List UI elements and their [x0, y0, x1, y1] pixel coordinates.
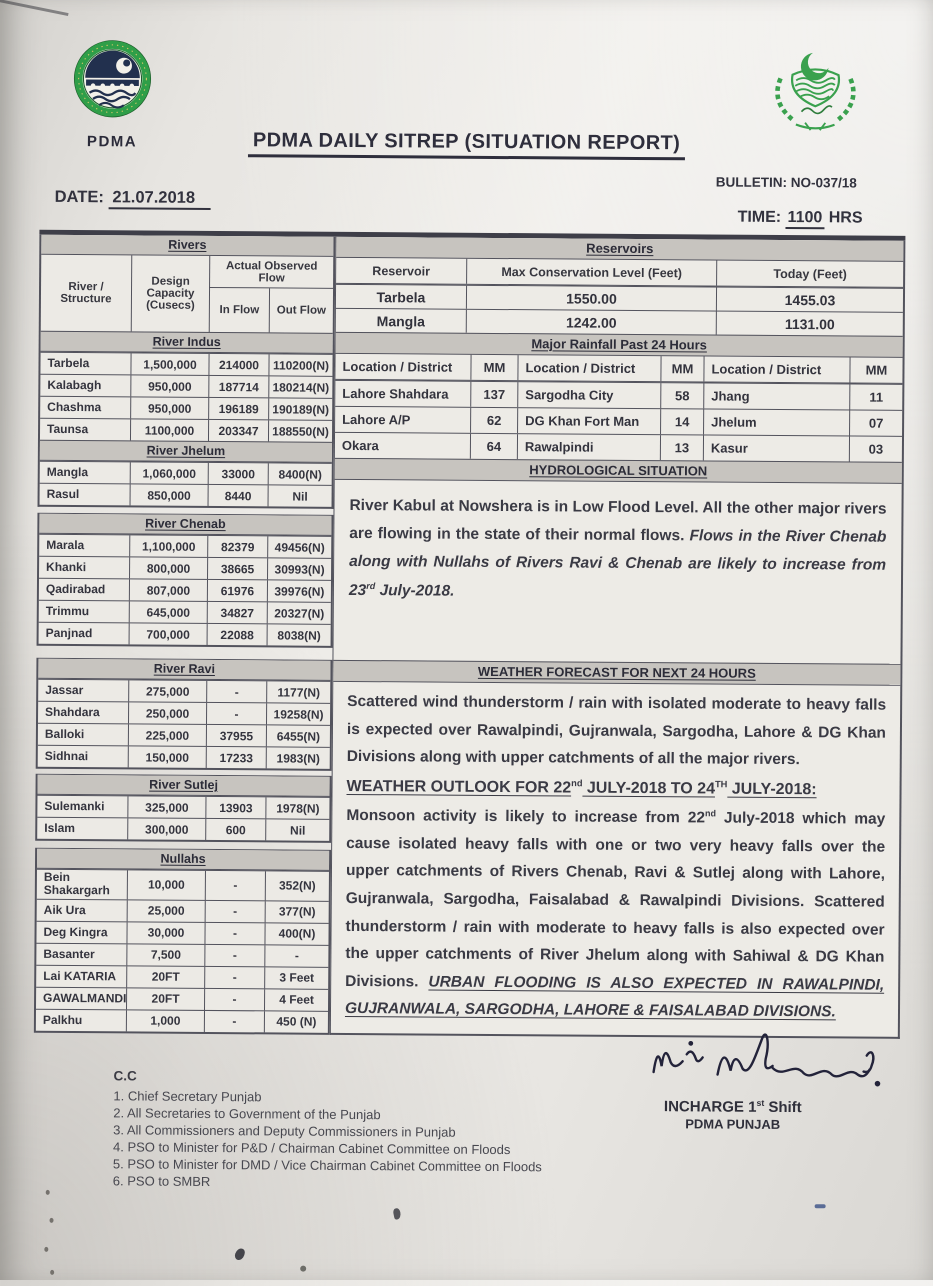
rainfall-row: [335, 406, 902, 436]
river-name-cell: Mangla: [46, 464, 89, 479]
rivers-band: Rivers: [41, 235, 333, 256]
outflow-cell: 49456(N): [267, 536, 331, 557]
river-name-cell: Sulemanki: [44, 798, 105, 814]
table-row: [39, 600, 331, 624]
inflow-cell: 17233: [206, 747, 266, 768]
inflow-cell: -: [205, 901, 265, 922]
cc-items: [113, 1087, 543, 1192]
capacity-cell: 1100,000: [130, 419, 208, 441]
mm-cell: 58: [660, 383, 703, 408]
scan-edge-artifact: [0, 0, 69, 16]
reservoirs-headers: [336, 257, 903, 287]
signatory-title: INCHARGE 1st Shift: [663, 1097, 802, 1117]
scan-speck: [50, 1218, 54, 1223]
outflow-cell: 188550(N): [268, 420, 332, 441]
col-header-mm: MM: [470, 355, 517, 380]
outflow-cell: 1177(N): [266, 681, 330, 702]
scan-speck: [44, 1247, 48, 1252]
river-jhelum-rows: [40, 460, 332, 507]
inflow-cell: 22088: [207, 624, 267, 645]
river-chenab-rows: [39, 533, 332, 646]
location-cell: Okara: [341, 437, 379, 454]
river-name-cell: Rasul: [46, 486, 80, 501]
cc-item: 1. Chief Secretary Punjab: [113, 1088, 262, 1105]
pdma-logo-label: PDMA: [86, 133, 138, 151]
outflow-cell: 30993(N): [267, 558, 331, 579]
inflow-cell: -: [204, 923, 264, 944]
nullah-name-cell: Bein Shakargarh: [43, 869, 110, 898]
col-header-max-level: Max Conservation Level (Feet): [466, 259, 716, 286]
capacity-cell: 645,000: [129, 601, 207, 623]
col-header-today: Today (Feet): [716, 261, 903, 287]
river-name-cell: Khanki: [46, 559, 87, 574]
outflow-cell: 39976(N): [267, 580, 331, 601]
table-row: [39, 622, 331, 646]
outflow-cell: 6455(N): [266, 725, 330, 746]
table-row: [37, 817, 329, 841]
rainfall-row: [335, 380, 902, 410]
capacity-cell: 225,000: [128, 724, 206, 746]
col-header-river-structure: River / Structure: [60, 280, 112, 306]
reservoir-name-cell: Mangla: [376, 312, 425, 329]
today-level-cell: 1131.00: [716, 312, 903, 336]
nullahs-rows: [36, 868, 329, 1033]
nullah-name-cell: GAWALMANDI: [43, 990, 127, 1006]
capacity-cell: 275,000: [128, 680, 206, 702]
reservoirs-band: Reservoirs: [336, 237, 903, 261]
capacity-cell: 325,000: [127, 796, 205, 818]
table-row: [36, 987, 328, 1011]
rainfall-headers: [335, 353, 902, 383]
inflow-cell: 37955: [206, 725, 266, 746]
table-row: [40, 352, 332, 376]
inflow-cell: 600: [205, 819, 265, 840]
inflow-cell: -: [206, 703, 266, 724]
inflow-cell: -: [206, 681, 266, 702]
table-row: [38, 679, 330, 703]
capacity-cell: 1,500,000: [130, 353, 208, 375]
outflow-cell: 3 Feet: [264, 967, 328, 988]
table-row: [37, 899, 329, 923]
page-title: PDMA DAILY SITREP (SITUATION REPORT): [0, 128, 933, 163]
time-label: TIME:: [737, 208, 782, 226]
outflow-cell: 19258(N): [266, 703, 330, 724]
outflow-cell: 180214(N): [268, 376, 332, 397]
inflow-cell: 38665: [207, 558, 267, 579]
table-row: [40, 374, 332, 398]
table-row: [39, 556, 331, 580]
river-name-cell: Sidhnai: [44, 748, 89, 763]
outflow-cell: Nil: [268, 485, 332, 506]
forecast-text: Scattered wind thunderstorm / rain with isolated moderate to heavy falls is expected over Rawalpindi, Gujranwala, Sargodha, Lahore & DG Khan Divisions along with upper catchments of all the major rivers.: [346, 692, 887, 769]
inflow-cell: 33000: [208, 463, 268, 484]
scan-speck: [50, 1270, 54, 1275]
river-name-cell: Panjnad: [45, 625, 93, 640]
cc-label: C.C: [113, 1068, 137, 1084]
rainfall-rows: [335, 379, 903, 462]
max-level-cell: 1242.00: [466, 310, 716, 335]
mm-cell: 62: [470, 408, 517, 433]
section-band-river-indus: River Indus: [41, 331, 333, 353]
section-band-river-ravi: River Ravi: [38, 659, 330, 680]
max-level-cell: 1550.00: [466, 286, 716, 311]
capacity-cell: 700,000: [129, 623, 207, 645]
capacity-cell: 950,000: [130, 375, 208, 397]
outflow-cell: 377(N): [265, 901, 329, 922]
outflow-cell: 450 (N): [264, 1011, 328, 1032]
location-cell: Lahore A/P: [342, 411, 411, 428]
river-name-cell: Chashma: [47, 399, 102, 415]
outflow-cell: 8038(N): [267, 624, 331, 645]
col-header-reservoir: Reservoir: [372, 263, 431, 279]
location-cell: Jhang: [703, 383, 849, 409]
inflow-cell: 82379: [207, 536, 267, 557]
table-row: [39, 534, 331, 558]
table-row: [36, 965, 328, 989]
location-cell: Lahore Shahdara: [342, 385, 449, 402]
date-label: DATE:: [54, 187, 104, 207]
inflow-cell: 8440: [208, 485, 268, 506]
bulletin-number: BULLETIN: NO-037/18: [715, 174, 857, 191]
col-header-inflow: In Flow: [209, 288, 269, 332]
cc-item: 6. PSO to SMBR: [112, 1173, 211, 1190]
table-row: [39, 578, 331, 602]
cc-item: 2. All Secretaries to Government of the Punjab: [113, 1105, 381, 1123]
river-name-cell: Tarbela: [47, 355, 90, 370]
river-name-cell: Taunsa: [47, 421, 89, 436]
capacity-cell: 20FT: [126, 966, 204, 988]
outflow-cell: 1983(N): [266, 747, 330, 768]
inflow-cell: -: [204, 1011, 264, 1032]
inflow-cell: -: [204, 989, 264, 1010]
capacity-cell: 1,000: [126, 1010, 204, 1032]
nullah-name-cell: Deg Kingra: [43, 924, 108, 939]
capacity-cell: 30,000: [126, 922, 204, 944]
inflow-cell: 203347: [208, 420, 268, 441]
col-header-location: Location / District: [342, 358, 453, 375]
pdma-logo-icon: [68, 38, 157, 127]
mm-cell: 137: [470, 382, 517, 407]
capacity-cell: 950,000: [130, 397, 208, 419]
river-ravi-rows: [38, 678, 331, 769]
capacity-cell: 20FT: [126, 988, 204, 1010]
table-row: [40, 461, 332, 485]
outflow-cell: 190189(N): [268, 398, 332, 419]
date-value: 21.07.2018: [108, 188, 211, 210]
river-indus-rows: [40, 351, 333, 442]
outflow-cell: 20327(N): [267, 602, 331, 623]
section-band-river-chenab: River Chenab: [39, 514, 331, 535]
outflow-cell: 110200(N): [268, 354, 332, 375]
col-header-location: Location / District: [517, 355, 660, 381]
cc-item: 3. All Commissioners and Deputy Commissioners in Punjab: [113, 1122, 456, 1140]
mm-cell: 13: [660, 435, 703, 460]
table-row: [38, 701, 330, 725]
hydrological-situation-band: HYDROLOGICAL SITUATION: [335, 458, 902, 483]
forecast-and-outlook-text: [331, 681, 900, 1037]
table-row: [38, 723, 330, 747]
inflow-cell: 61976: [207, 580, 267, 601]
situation-column: [330, 237, 906, 1039]
cc-item: 4. PSO to Minister for P&D / Chairman Cabinet Committee on Floods: [112, 1139, 511, 1158]
weather-outlook-text: Monsoon activity is likely to increase from 22nd July-2018 which may cause isolated heavy falls with one or two very heavy falls over the upper catchments of Rivers Chenab, Ravi & Sutlej along with Lahore, Gujranwala, Sargodha, Faisalabad & Rawalpindi Divisions. Scattered thunderstorm / rain with moderate to heavy falls is also expected over the upper catchments of River Jhelum along with Sahiwal & DG Khan Divisions. URBAN FLOODING IS ALSO EXPECTED IN RAWALPINDI, GUJRANWALA, SARGODHA, LAHORE & FAISALABAD DIVISIONS.: [344, 807, 886, 1021]
hydrological-situation-text: River Kabul at Nowshera is in Low Flood Level. All the other major rivers are flowing in the state of their normal flows. Flows in the River Chenab along with Nullahs of Rivers Ravi & Chenab are likely to increase from 23rd July-2018.: [333, 479, 901, 664]
col-header-outflow: Out Flow: [269, 288, 333, 332]
capacity-cell: 800,000: [129, 557, 207, 579]
scan-speck: [300, 1266, 306, 1272]
table-row: [36, 921, 328, 945]
reservoir-row: [336, 284, 903, 312]
river-name-cell: Islam: [44, 820, 76, 835]
location-cell: Sargodha City: [517, 382, 660, 408]
handwritten-signature-icon: [645, 1030, 880, 1098]
river-name-cell: Jassar: [45, 682, 84, 697]
scan-speck: [234, 1247, 246, 1261]
inflow-cell: -: [205, 871, 265, 900]
rivers-column-headers: [41, 254, 334, 333]
outflow-cell: -: [264, 945, 328, 966]
punjab-government-emblem-icon: [763, 49, 868, 142]
rivers-column: [34, 235, 336, 1035]
report-time: [738, 209, 863, 228]
capacity-cell: 10,000: [127, 870, 205, 899]
outflow-cell: 4 Feet: [264, 989, 328, 1010]
outflow-cell: 352(N): [265, 871, 329, 900]
col-header-observed-flow: Actual Observed Flow: [209, 256, 333, 289]
rainfall-row: [335, 432, 902, 462]
capacity-cell: 7,500: [126, 944, 204, 966]
river-name-cell: Marala: [46, 537, 85, 552]
capacity-cell: 300,000: [127, 818, 205, 840]
table-row: [36, 943, 328, 967]
river-name-cell: Shahdara: [45, 704, 100, 720]
capacity-cell: 850,000: [130, 484, 208, 506]
table-row: [40, 396, 332, 420]
time-unit: HRS: [828, 209, 863, 227]
nullah-name-cell: Basanter: [43, 946, 95, 961]
capacity-cell: 807,000: [129, 579, 207, 601]
table-row: [38, 745, 330, 769]
river-sutlej-rows: [37, 794, 329, 841]
report-date: [55, 188, 212, 208]
inflow-cell: 34827: [207, 602, 267, 623]
inflow-cell: -: [204, 967, 264, 988]
inflow-cell: 13903: [205, 797, 265, 818]
reservoirs-rows: [336, 283, 903, 336]
nullah-name-cell: Aik Ura: [43, 902, 86, 917]
sitrep-table: [34, 230, 906, 1039]
capacity-cell: 250,000: [128, 702, 206, 724]
nullah-name-cell: Palkhu: [42, 1012, 83, 1027]
today-level-cell: 1455.03: [716, 288, 903, 312]
capacity-cell: 1,100,000: [129, 535, 207, 557]
cc-item: 5. PSO to Minister for DMD / Vice Chairman Cabinet Committee on Floods: [112, 1156, 542, 1175]
location-cell: Rawalpindi: [517, 434, 660, 460]
outflow-cell: Nil: [265, 819, 329, 840]
mm-cell: 11: [849, 384, 902, 409]
mm-cell: 14: [660, 409, 703, 434]
outflow-cell: 1978(N): [265, 797, 329, 818]
signatory-block: [630, 1098, 835, 1132]
location-cell: Kasur: [703, 435, 849, 461]
table-row: [40, 418, 332, 442]
outflow-cell: 8400(N): [268, 463, 332, 484]
table-row: [36, 1009, 328, 1033]
section-band-river-sutlej: River Sutlej: [38, 775, 330, 796]
col-header-mm: MM: [849, 357, 902, 382]
section-band-river-jhelum: River Jhelum: [40, 440, 332, 462]
river-name-cell: Kalabagh: [47, 377, 102, 393]
table-row: [40, 483, 332, 507]
col-header-mm: MM: [660, 356, 703, 381]
mm-cell: 07: [849, 410, 902, 435]
weather-outlook-heading: WEATHER OUTLOOK FOR 22nd JULY-2018 TO 24TH JULY-2018:: [346, 777, 817, 798]
river-name-cell: Trimmu: [45, 603, 90, 618]
section-band-nullahs: Nullahs: [37, 849, 329, 870]
location-cell: Jhelum: [703, 409, 849, 435]
cc-list: [113, 1068, 543, 1192]
capacity-cell: 1,060,000: [130, 462, 208, 484]
river-name-cell: Balloki: [44, 726, 85, 741]
scan-speck: [46, 1190, 50, 1195]
mm-cell: 03: [849, 436, 902, 461]
inflow-cell: 196189: [208, 398, 268, 419]
location-cell: DG Khan Fort Man: [517, 408, 660, 434]
time-value: 1100: [786, 209, 825, 229]
capacity-cell: 25,000: [127, 900, 205, 922]
table-row: [37, 869, 329, 901]
reservoir-name-cell: Tarbela: [376, 288, 426, 305]
outflow-cell: 400(N): [264, 923, 328, 944]
col-header-location: Location / District: [703, 356, 849, 382]
rainfall-band: Major Rainfall Past 24 Hours: [336, 332, 903, 357]
inflow-cell: -: [204, 945, 264, 966]
capacity-cell: 150,000: [128, 746, 206, 768]
inflow-cell: 214000: [208, 354, 268, 375]
inflow-cell: 187714: [208, 376, 268, 397]
weather-forecast-band: WEATHER FORECAST FOR NEXT 24 HOURS: [333, 660, 900, 685]
scan-speck: [393, 1208, 402, 1220]
scan-speck: [815, 1204, 826, 1208]
river-name-cell: Qadirabad: [45, 581, 106, 597]
mm-cell: 64: [470, 434, 517, 459]
col-header-design-capacity: Design Capacity (Cusecs): [131, 255, 210, 332]
nullah-name-cell: Lai KATARIA: [43, 968, 117, 983]
signatory-organization: PDMA PUNJAB: [685, 1116, 781, 1132]
table-row: [37, 795, 329, 819]
